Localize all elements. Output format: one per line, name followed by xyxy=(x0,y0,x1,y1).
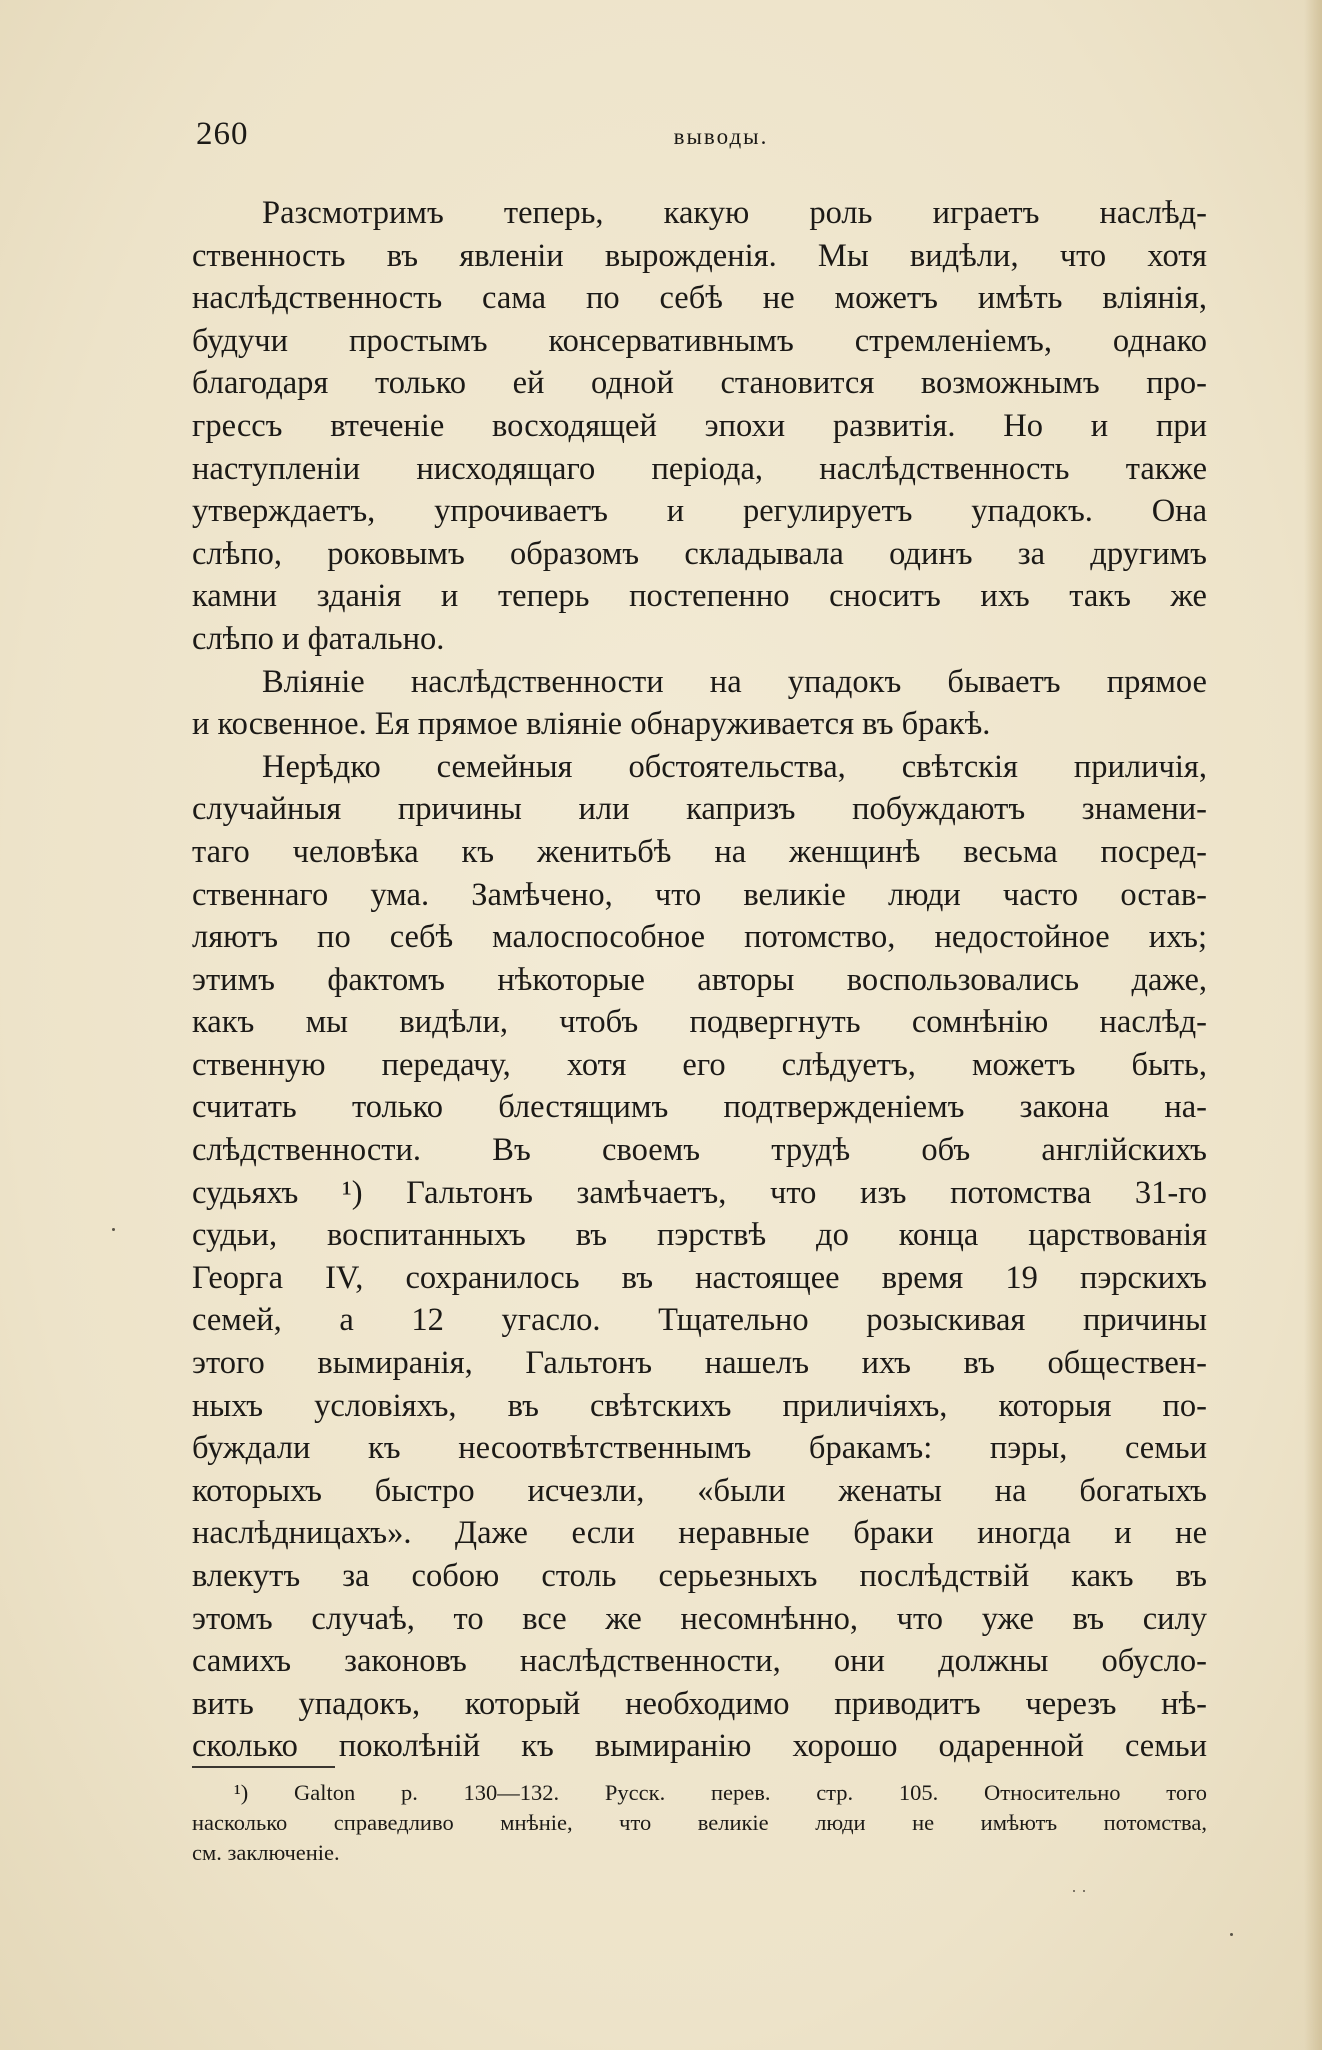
body-line: утверждаетъ, упрочиваетъ и регулируетъ упадокъ. Она xyxy=(192,493,1207,530)
page-header xyxy=(196,116,1206,160)
body-line: слѣдственности. Въ своемъ трудѣ объ англійскихъ xyxy=(192,1132,1207,1169)
paper-speck xyxy=(1073,1890,1075,1892)
footnote-line: насколько справедливо мнѣніе, что великіе люди не имѣютъ потомства, xyxy=(192,1810,1207,1835)
body-line: ляютъ по себѣ малоспособное потомство, недостойное ихъ; xyxy=(192,919,1207,956)
body-line: Георга IV, сохранилось въ настоящее время 19 пэрскихъ xyxy=(192,1259,1207,1296)
body-line: грессъ втеченіе восходящей эпохи развитія. Но и при xyxy=(192,407,1207,444)
body-line: Вліяніе наслѣдственности на упадокъ бываетъ прямое xyxy=(262,663,1207,700)
body-line: этого вымиранія, Гальтонъ нашелъ ихъ въ обществен- xyxy=(192,1345,1207,1382)
paper-speck xyxy=(1230,1933,1233,1936)
footnote-rule xyxy=(192,1766,335,1768)
body-line: случайныя причины или капризъ побуждаютъ знамени- xyxy=(192,791,1207,828)
body-line: благодаря только ей одной становится возможнымъ про- xyxy=(192,365,1207,402)
body-line: этимъ фактомъ нѣкоторые авторы воспользовались даже, xyxy=(192,961,1207,998)
body-line: наслѣдственность сама по себѣ не можетъ имѣть вліянія, xyxy=(192,280,1207,317)
footnote-block xyxy=(192,1778,1207,1868)
body-line: будучи простымъ консервативнымъ стремленіемъ, однако xyxy=(192,322,1207,359)
paper-speck xyxy=(112,1228,115,1231)
body-line: которыхъ быстро исчезли, «были женаты на богатыхъ xyxy=(192,1472,1207,1509)
body-line: наступленіи нисходящаго періода, наслѣдственность также xyxy=(192,450,1207,487)
body-line: слѣпо, роковымъ образомъ складывала одинъ за другимъ xyxy=(192,535,1207,572)
body-line: Нерѣдко семейныя обстоятельства, свѣтскія приличія, xyxy=(262,748,1207,785)
body-line: вить упадокъ, который необходимо приводитъ черезъ нѣ- xyxy=(192,1685,1207,1722)
page-number: 260 xyxy=(196,116,249,152)
running-head: выводы. xyxy=(673,124,769,149)
body-line: ственнаго ума. Замѣчено, что великіе люди часто остав- xyxy=(192,876,1207,913)
body-line: наслѣдницахъ». Даже если неравные браки иногда и не xyxy=(192,1515,1207,1552)
body-line: таго человѣка къ женитьбѣ на женщинѣ весьма посред- xyxy=(192,833,1207,870)
body-line: судьи, воспитанныхъ въ пэрствѣ до конца царствованія xyxy=(192,1217,1207,1254)
body-line: слѣпо и фатально. xyxy=(192,620,445,657)
body-line: ственность въ явленіи вырожденія. Мы видѣли, что хотя xyxy=(192,237,1207,274)
body-line: камни зданія и теперь постепенно сноситъ ихъ такъ же xyxy=(192,578,1207,615)
footnote-line: ¹) Galton p. 130—132. Русск. перев. стр. 105. Относительно того xyxy=(234,1780,1207,1805)
body-line: буждали къ несоотвѣтственнымъ бракамъ: пэры, семьи xyxy=(192,1430,1207,1467)
body-line: влекутъ за собою столь серьезныхъ послѣдствій какъ въ xyxy=(192,1558,1207,1594)
page-edge-shadow xyxy=(1304,0,1322,2050)
body-line: ныхъ условіяхъ, въ свѣтскихъ приличіяхъ, которыя по- xyxy=(192,1387,1207,1424)
body-line: семей, а 12 угасло. Тщательно розыскивая причины xyxy=(192,1302,1207,1339)
body-line: сколько поколѣній къ вымиранію хорошо одаренной семьи xyxy=(192,1728,1207,1765)
body-line: ственную передачу, хотя его слѣдуетъ, можетъ быть, xyxy=(192,1046,1207,1083)
paper-speck xyxy=(1083,1890,1085,1892)
body-line: судьяхъ ¹) Гальтонъ замѣчаетъ, что изъ потомства 31-го xyxy=(192,1174,1207,1211)
body-line: считать только блестящимъ подтвержденіемъ закона на- xyxy=(192,1089,1207,1126)
body-line: этомъ случаѣ, то все же несомнѣнно, что уже въ силу xyxy=(192,1600,1207,1637)
body-line: Разсмотримъ теперь, какую роль играетъ наслѣд- xyxy=(262,195,1207,231)
body-line: самихъ законовъ наслѣдственности, они должны обусло- xyxy=(192,1643,1207,1680)
body-line: какъ мы видѣли, чтобъ подвергнуть сомнѣнію наслѣд- xyxy=(192,1004,1207,1041)
body-line: и косвенное. Ея прямое вліяніе обнаруживается въ бракѣ. xyxy=(192,706,991,743)
footnote-line: см. заключеніе. xyxy=(192,1840,340,1865)
main-text-block xyxy=(192,192,1207,1768)
